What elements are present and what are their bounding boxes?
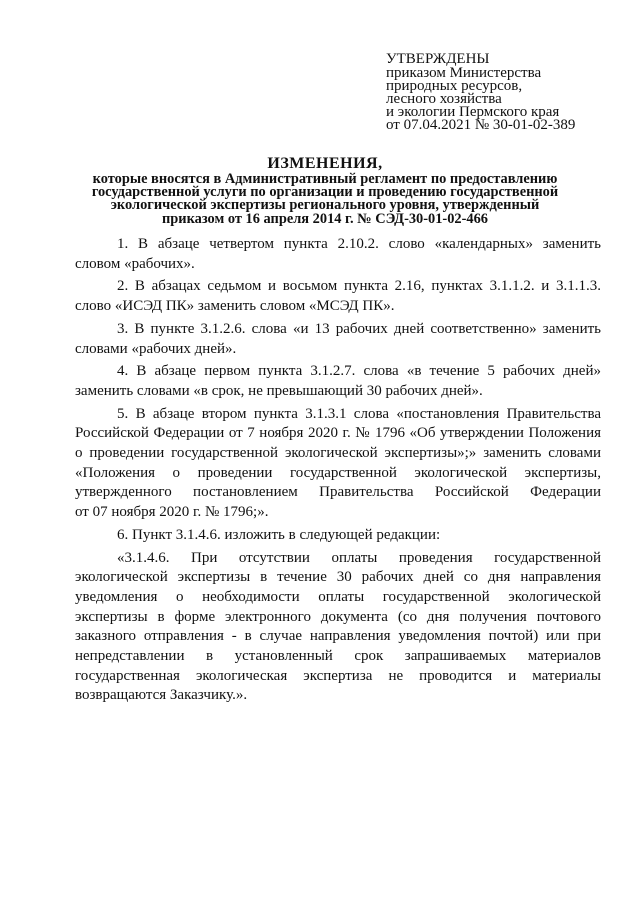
text-line: слово «ИСЭД ПК» заменить словом «МСЭД ПК». [75, 298, 395, 315]
text-line: 6. Пункт 3.1.4.6. изложить в следующей редакции: [117, 526, 441, 543]
text-line: 4. В абзаце первом пункта 3.1.2.7. слова «в течение 5 рабочих дней» [117, 363, 601, 380]
text-line: словом «рабочих». [75, 255, 195, 272]
text-line: непредставлении в установленный срок запрашиваемых материалов [75, 648, 601, 665]
title-line: экологической экспертизы регионального уровня, утвержденный [110, 197, 540, 214]
text-line: возвращаются Заказчику.». [75, 687, 248, 704]
approval-stamp [386, 51, 626, 132]
text-line: заменить словами «в срок, не превышающий 30 рабочих дней». [75, 382, 483, 399]
paragraph-2 [75, 277, 601, 316]
document-body [75, 235, 601, 709]
approval-line: лесного хозяйства [386, 91, 502, 107]
paragraph-1 [75, 235, 601, 274]
text-line: 3. В пункте 3.1.2.6. слова «и 13 рабочих дней соответственно» заменить [117, 320, 601, 337]
title-line: которые вносятся в Административный регламент по предоставлению [92, 171, 558, 187]
text-line: словами «рабочих дней». [75, 340, 237, 357]
text-line: уведомления о необходимости оплаты государственной экологической [75, 588, 601, 605]
document-title [60, 155, 590, 226]
text-line: 2. В абзацах седьмом и восьмом пункта 2.16, пунктах 3.1.1.2. и 3.1.1.3. [117, 278, 601, 295]
text-line: 5. В абзаце втором пункта 3.1.3.1 слова «постановления Правительства [117, 405, 601, 422]
text-line: 1. В абзаце четвертом пункта 2.10.2. слово «календарных» заменить [117, 236, 601, 252]
approval-line: природных ресурсов, [386, 78, 523, 94]
text-line: «Положения о проведении государственной экологической экспертизы, [75, 464, 601, 481]
paragraph-5 [75, 405, 601, 523]
paragraph-4 [75, 362, 601, 401]
title-line: приказом от 16 апреля 2014 г. № СЭД-30-01-02-466 [162, 210, 488, 227]
title-line: государственной услуги по организации и проведению государственной [91, 184, 559, 201]
text-line: утвержденного постановлением Правительства Российской Федерации [75, 484, 601, 501]
title-main: ИЗМЕНЕНИЯ, [267, 155, 383, 172]
paragraph-3 [75, 320, 601, 359]
text-line: заказного отправления - в случае направления уведомления почтой) или при [75, 628, 601, 645]
text-line: о проведении государственной экологической экспертизы»;» заменить словами [75, 445, 601, 462]
text-line: экологической экспертизы в течение 30 рабочих дней со дня направления [75, 569, 601, 586]
text-line: «3.1.4.6. При отсутствии оплаты проведения государственной [117, 549, 601, 566]
approval-line: и экологии Пермского края [386, 104, 560, 120]
paragraph-6-quote [75, 549, 601, 707]
approval-line: приказом Министерства [386, 65, 542, 81]
text-line: государственная экологическая экспертиза не проводится и материалы [75, 667, 601, 684]
approval-heading: УТВЕРЖДЕНЫ [386, 51, 490, 67]
paragraph-6 [75, 526, 601, 546]
approval-line: от 07.04.2021 № 30-01-02-389 [386, 117, 576, 133]
text-line: от 07 ноября 2020 г. № 1796;». [75, 504, 269, 521]
text-line: экспертизы в форме электронного документа (со дня получения почтового [75, 608, 601, 625]
text-line: Российской Федерации от 7 ноября 2020 г. № 1796 «Об утверждении Положения [75, 425, 601, 442]
